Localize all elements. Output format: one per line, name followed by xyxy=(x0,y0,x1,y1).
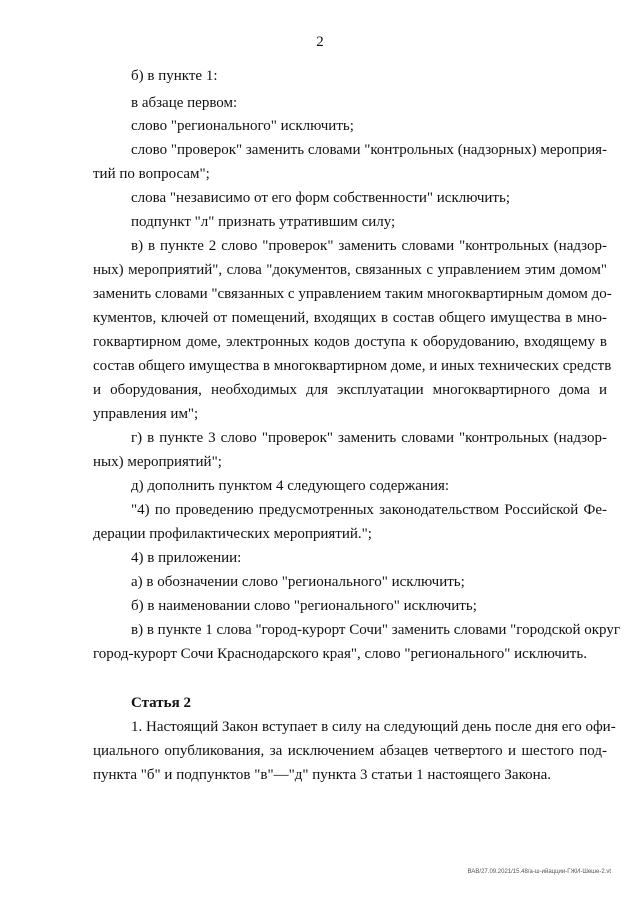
text-line: город-курорт Сочи Краснодарского края", слово "регионального" исключить. xyxy=(93,646,587,662)
text-line: и оборудования, необходимых для эксплуатации многоквартирного дома и xyxy=(93,382,607,398)
text-line: слова "независимо от его форм собственности" исключить; xyxy=(131,190,510,206)
text-line: ных) мероприятий", слова "документов, связанных с управлением этим домом" xyxy=(93,262,607,278)
text-line: тий по вопросам"; xyxy=(93,166,210,182)
text-line: а) в обозначении слово "регионального" исключить; xyxy=(131,574,465,590)
text-line: 4) в приложении: xyxy=(131,550,242,566)
text-line: слово "регионального" исключить; xyxy=(131,118,354,134)
text-line: б) в наименовании слово "регионального" исключить; xyxy=(131,598,477,614)
text-line: 1. Настоящий Закон вступает в силу на следующий день после дня его офи- xyxy=(131,719,616,735)
text-line: "4) по проведению предусмотренных законодательством Российской Фе- xyxy=(131,502,607,518)
text-line: б) в пункте 1: xyxy=(131,68,218,84)
text-line: циального опубликования, за исключением абзацев четвертого и шестого под- xyxy=(93,743,607,759)
text-line: д) дополнить пунктом 4 следующего содержания: xyxy=(131,478,450,494)
text-line: в) в пункте 2 слово "проверок" заменить словами "контрольных (надзор- xyxy=(131,238,607,254)
text-line: кументов, ключей от помещений, входящих в состав общего имущества в мно- xyxy=(93,310,607,326)
page-number: 2 xyxy=(316,34,324,50)
document-footer-code: ВАВ/27.09.2021/15.48/а-ш-ийацции-ГЖИ-Шеше-2.vt xyxy=(467,869,611,875)
text-line: управления им"; xyxy=(93,406,199,422)
text-line: ных) мероприятий"; xyxy=(93,454,222,470)
text-line: состав общего имущества в многоквартирном доме, и иных технических средств xyxy=(93,358,612,374)
text-line: дерации профилактических мероприятий."; xyxy=(93,526,372,542)
text-line: слово "проверок" заменить словами "контрольных (надзорных) мероприя- xyxy=(131,142,607,158)
text-line: заменить словами "связанных с управлением таким многоквартирным домом до- xyxy=(93,286,612,302)
text-line: г) в пункте 3 слово "проверок" заменить словами "контрольных (надзор- xyxy=(131,430,607,446)
text-line: в абзаце первом: xyxy=(131,95,238,111)
text-line: подпункт "л" признать утратившим силу; xyxy=(131,214,396,230)
text-line: пункта "б" и подпунктов "в"—"д" пункта 3 статьи 1 настоящего Закона. xyxy=(93,767,552,783)
text-line: гоквартирном доме, электронных кодов доступа к оборудованию, входящему в xyxy=(93,334,607,350)
article-heading: Статья 2 xyxy=(131,695,191,711)
text-line: в) в пункте 1 слова "город-курорт Сочи" заменить словами "городской округ xyxy=(131,622,620,638)
